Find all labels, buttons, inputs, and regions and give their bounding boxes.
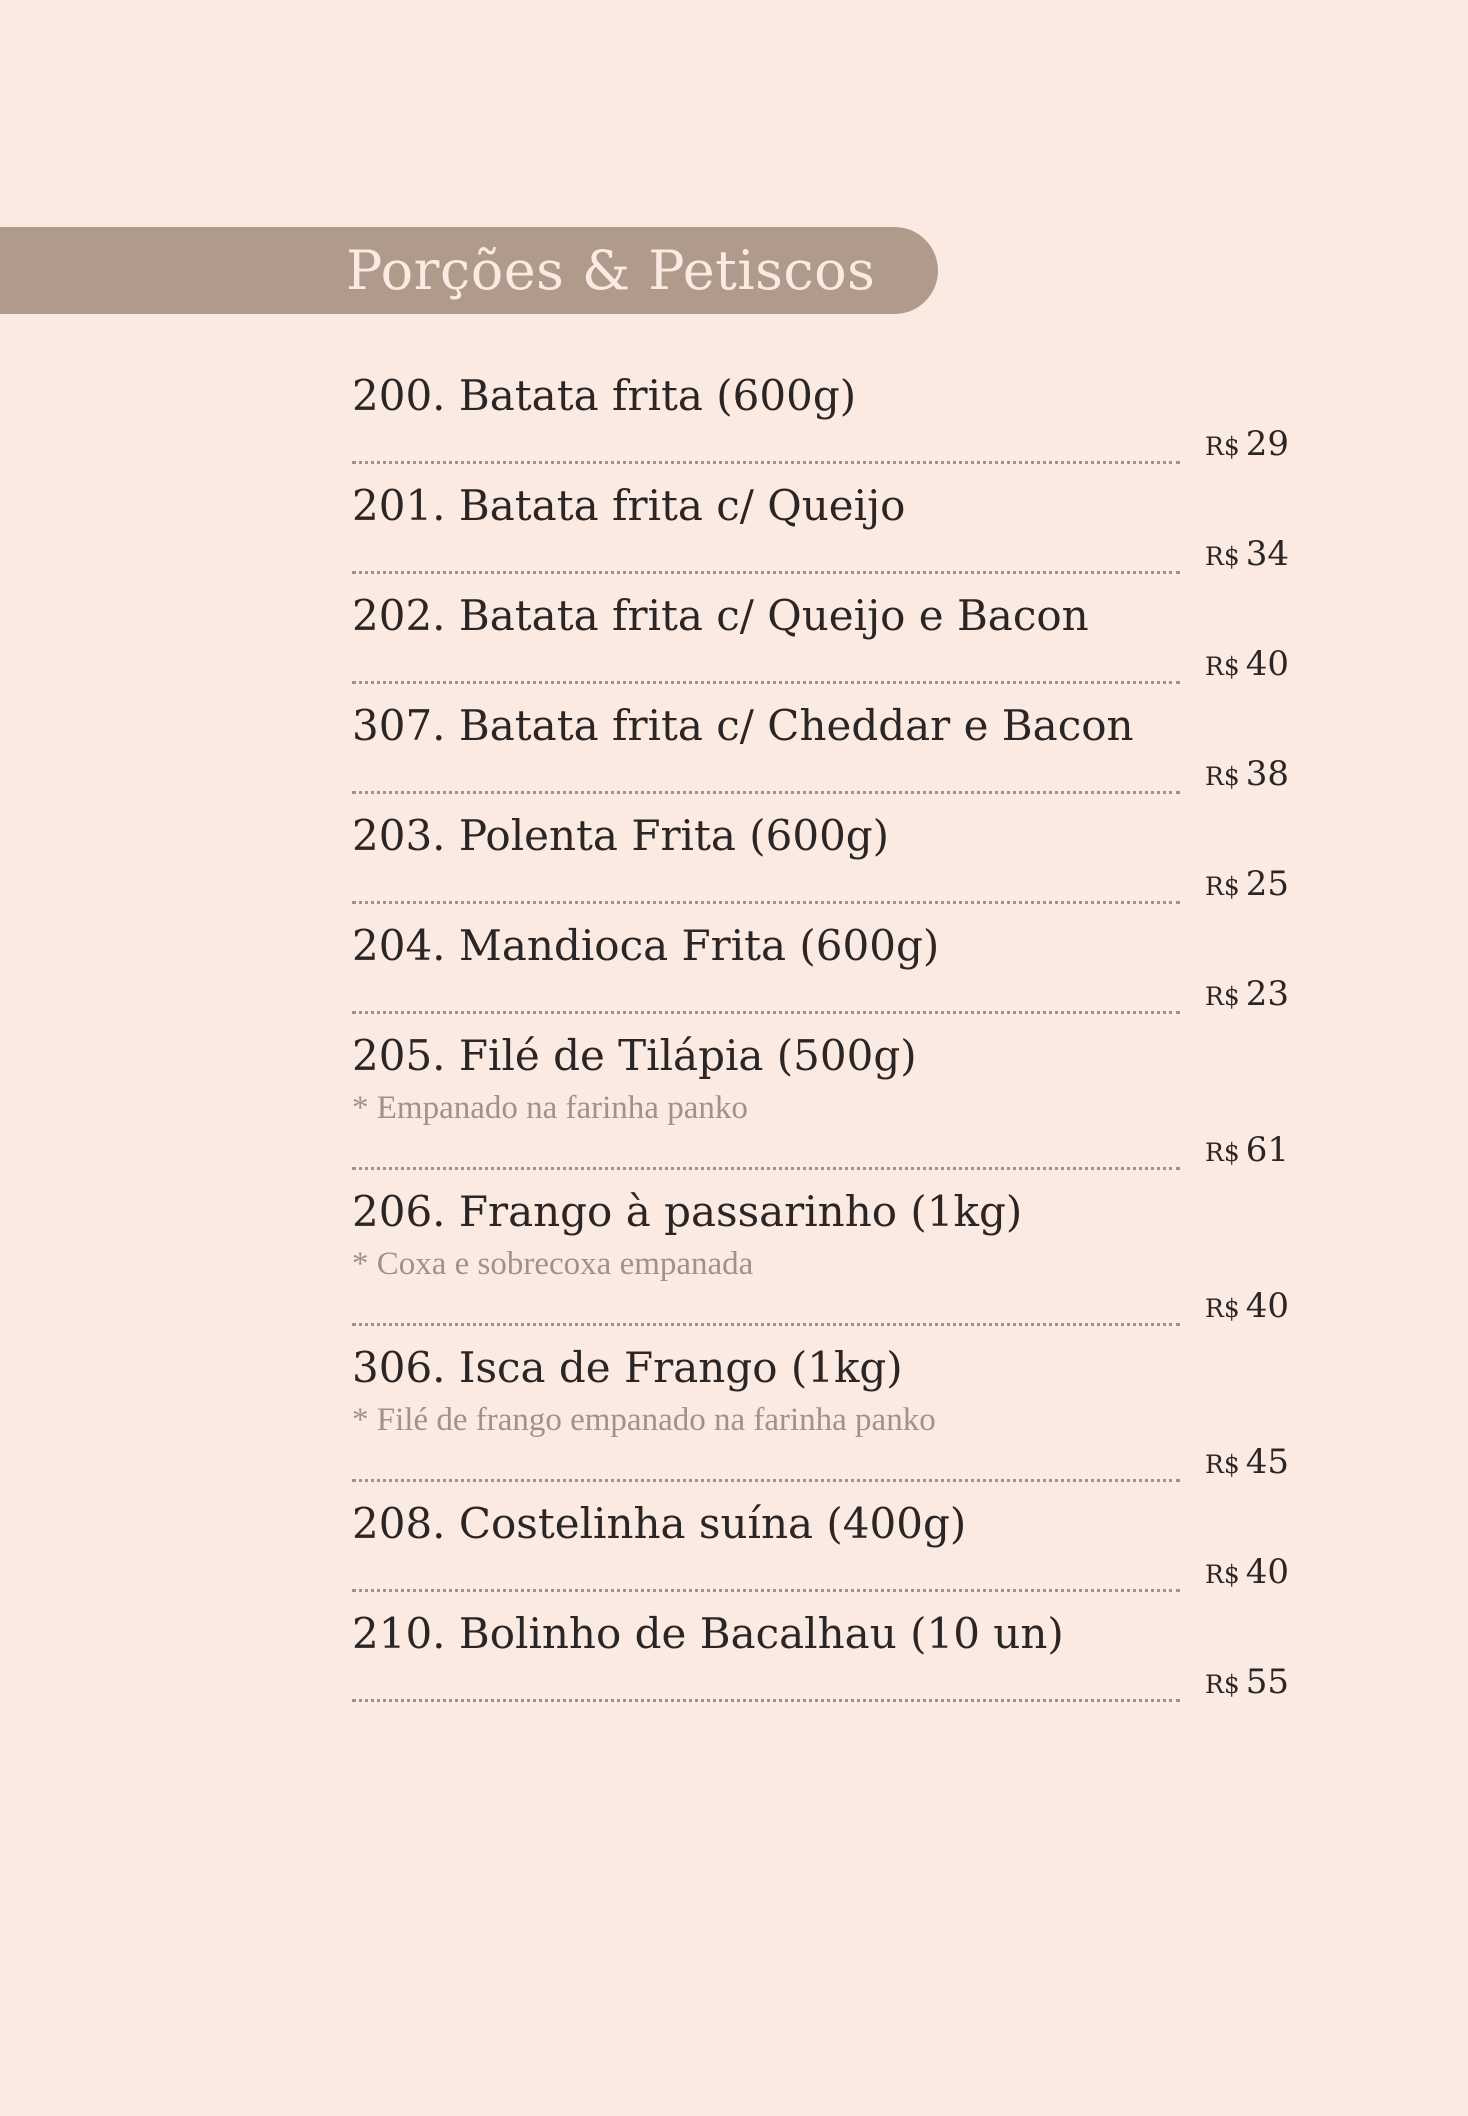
item-name: 200. Batata frita (600g) bbox=[352, 371, 857, 420]
price-value: 25 bbox=[1245, 864, 1289, 904]
menu-item bbox=[352, 360, 1352, 470]
price-currency: R$ bbox=[1205, 1670, 1240, 1699]
item-price-row bbox=[352, 1286, 1352, 1332]
item-price-row bbox=[352, 864, 1352, 910]
menu-item bbox=[352, 1176, 1352, 1332]
item-description: * Empanado na farinha panko bbox=[352, 1090, 748, 1126]
price-currency: R$ bbox=[1205, 652, 1240, 681]
price-currency: R$ bbox=[1205, 1560, 1240, 1589]
menu-item bbox=[352, 470, 1352, 580]
price-value: 34 bbox=[1245, 534, 1289, 574]
price-value: 40 bbox=[1245, 1552, 1289, 1592]
price-value: 23 bbox=[1245, 974, 1289, 1014]
dotted-leader bbox=[352, 1589, 1180, 1592]
dotted-leader bbox=[352, 901, 1180, 904]
dotted-leader bbox=[352, 1011, 1180, 1014]
section-title: Porções & Petiscos bbox=[346, 239, 876, 302]
item-name: 206. Frango à passarinho (1kg) bbox=[352, 1187, 1023, 1236]
dotted-leader bbox=[352, 571, 1180, 574]
menu-item bbox=[352, 1332, 1352, 1488]
item-price bbox=[1205, 754, 1289, 794]
item-price bbox=[1205, 1552, 1289, 1592]
price-value: 61 bbox=[1245, 1130, 1289, 1170]
item-price bbox=[1205, 1662, 1289, 1702]
item-name: 306. Isca de Frango (1kg) bbox=[352, 1343, 903, 1392]
price-currency: R$ bbox=[1205, 982, 1240, 1011]
price-value: 40 bbox=[1245, 644, 1289, 684]
item-price-row bbox=[352, 974, 1352, 1020]
section-header-banner bbox=[0, 227, 938, 314]
menu-item bbox=[352, 800, 1352, 910]
dotted-leader bbox=[352, 461, 1180, 464]
item-price bbox=[1205, 974, 1289, 1014]
price-value: 45 bbox=[1245, 1442, 1289, 1482]
menu-item bbox=[352, 910, 1352, 1020]
dotted-leader bbox=[352, 1167, 1180, 1170]
item-price bbox=[1205, 1442, 1289, 1482]
dotted-leader bbox=[352, 791, 1180, 794]
menu-item bbox=[352, 690, 1352, 800]
dotted-leader bbox=[352, 1699, 1180, 1702]
price-currency: R$ bbox=[1205, 872, 1240, 901]
item-name: 201. Batata frita c/ Queijo bbox=[352, 481, 906, 530]
item-price bbox=[1205, 1130, 1289, 1170]
menu-item bbox=[352, 580, 1352, 690]
dotted-leader bbox=[352, 1479, 1180, 1482]
menu-item bbox=[352, 1598, 1352, 1708]
price-currency: R$ bbox=[1205, 542, 1240, 571]
item-description: * Filé de frango empanado na farinha panko bbox=[352, 1402, 936, 1438]
item-name: 307. Batata frita c/ Cheddar e Bacon bbox=[352, 701, 1134, 750]
price-currency: R$ bbox=[1205, 432, 1240, 461]
dotted-leader bbox=[352, 1323, 1180, 1326]
item-price-row bbox=[352, 1442, 1352, 1488]
menu-item bbox=[352, 1488, 1352, 1598]
item-price-row bbox=[352, 424, 1352, 470]
menu-item bbox=[352, 1020, 1352, 1176]
item-name: 205. Filé de Tilápia (500g) bbox=[352, 1031, 917, 1080]
item-name: 204. Mandioca Frita (600g) bbox=[352, 921, 940, 970]
item-name: 202. Batata frita c/ Queijo e Bacon bbox=[352, 591, 1089, 640]
item-name: 203. Polenta Frita (600g) bbox=[352, 811, 890, 860]
price-currency: R$ bbox=[1205, 1450, 1240, 1479]
price-value: 40 bbox=[1245, 1286, 1289, 1326]
price-currency: R$ bbox=[1205, 762, 1240, 791]
menu-list bbox=[352, 360, 1352, 1708]
item-price bbox=[1205, 864, 1289, 904]
price-value: 55 bbox=[1245, 1662, 1289, 1702]
item-price-row bbox=[352, 534, 1352, 580]
item-price bbox=[1205, 644, 1289, 684]
item-price bbox=[1205, 424, 1289, 464]
item-price bbox=[1205, 534, 1289, 574]
item-name: 208. Costelinha suína (400g) bbox=[352, 1499, 967, 1548]
item-name: 210. Bolinho de Bacalhau (10 un) bbox=[352, 1609, 1064, 1658]
price-currency: R$ bbox=[1205, 1294, 1240, 1323]
item-price-row bbox=[352, 1662, 1352, 1708]
price-currency: R$ bbox=[1205, 1138, 1240, 1167]
item-price-row bbox=[352, 1130, 1352, 1176]
item-description: * Coxa e sobrecoxa empanada bbox=[352, 1246, 754, 1282]
item-price bbox=[1205, 1286, 1289, 1326]
item-price-row bbox=[352, 754, 1352, 800]
dotted-leader bbox=[352, 681, 1180, 684]
item-price-row bbox=[352, 1552, 1352, 1598]
item-price-row bbox=[352, 644, 1352, 690]
price-value: 29 bbox=[1245, 424, 1289, 464]
price-value: 38 bbox=[1245, 754, 1289, 794]
